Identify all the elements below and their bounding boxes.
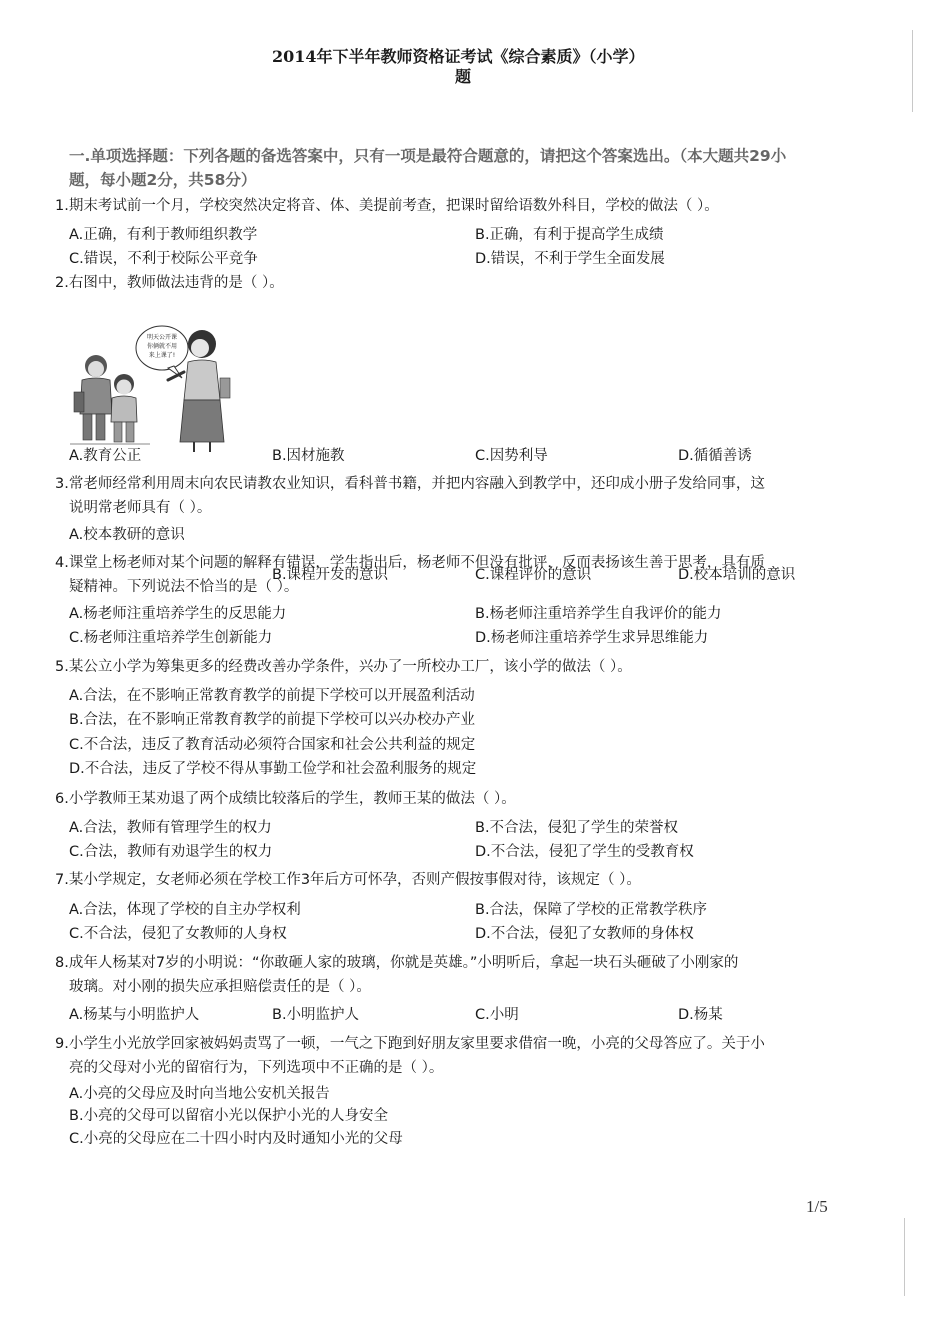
question-9-line1: 9.小学生小光放学回家被妈妈责骂了一顿，一气之下跑到好朋友家里要求借宿一晚，小亮的父母答应了。关于小: [55, 1036, 765, 1052]
page-number: 1/5: [806, 1197, 828, 1216]
q2-option-a: A.教育公正: [69, 448, 142, 464]
q2-option-c: C.因势利导: [475, 448, 548, 464]
q4-option-d: D.杨老师注重培养学生求异思维能力: [475, 630, 709, 646]
q5-option-b: B.合法，在不影响正常教育教学的前提下学校可以兴办校办产业: [69, 712, 476, 728]
q6-option-d: D.不合法，侵犯了学生的受教育权: [475, 844, 694, 860]
q8-option-b: B.小明监护人: [272, 1007, 360, 1023]
question-1-text: 1.期末考试前一个月，学校突然决定将音、体、美提前考查，把课时留给语数外科目，学校的做法（ ）。: [55, 198, 719, 214]
q3-option-b: B.课程开发的意识: [272, 567, 389, 583]
section-heading-line2: 题，每小题2分，共58分）: [69, 171, 257, 189]
q3-option-a: A.校本教研的意识: [69, 527, 185, 543]
q8-option-d: D.杨某: [678, 1007, 723, 1023]
speech-bubble-text: 明天公开课: [146, 334, 178, 341]
q1-option-c: C.错误，不利于校际公平竞争: [69, 251, 258, 267]
scan-edge-line-bottom: [904, 1218, 905, 1296]
q9-option-c: C.小亮的父母应在二十四小时内及时通知小光的父母: [69, 1131, 403, 1147]
question-9-line2: 亮的父母对小光的留宿行为，下列选项中不正确的是（ ）。: [69, 1060, 444, 1076]
question-2-text: 2.右图中，教师做法违背的是（ ）。: [55, 275, 284, 291]
question-4-line1: 4.课堂上杨老师对某个问题的解释有错误，学生指出后，杨老师不但没有批评，反而表扬该生善于思考，具有质: [55, 555, 765, 571]
q2-option-d: D.循循善诱: [678, 448, 752, 464]
q6-option-b: B.不合法，侵犯了学生的荣誉权: [475, 820, 679, 836]
question-4-line2: 疑精神。下列说法不恰当的是（ ）。: [69, 579, 299, 595]
q5-option-a: A.合法，在不影响正常教育教学的前提下学校可以开展盈利活动: [69, 688, 475, 704]
teacher-students-illustration: [70, 322, 240, 454]
scan-edge-line-top: [912, 30, 913, 112]
q5-option-c: C.不合法，违反了教育活动必须符合国家和社会公共利益的规定: [69, 737, 476, 753]
q4-option-a: A.杨老师注重培养学生的反思能力: [69, 606, 287, 622]
section-heading-line1: 一.单项选择题：下列各题的备选答案中，只有一项是最符合题意的，请把这个答案选出。（本大题共29小: [69, 147, 787, 165]
q4-option-c: C.杨老师注重培养学生创新能力: [69, 630, 273, 646]
svg-text:你俩就不用: 你俩就不用: [146, 343, 178, 350]
q5-option-d: D.不合法，违反了学校不得从事勤工俭学和社会盈利服务的规定: [69, 761, 477, 777]
q6-option-a: A.合法，教师有管理学生的权力: [69, 820, 272, 836]
q7-option-b: B.合法，保障了学校的正常教学秩序: [475, 902, 708, 918]
q9-option-b: B.小亮的父母可以留宿小光以保护小光的人身安全: [69, 1108, 389, 1124]
page-title-line2: 题: [455, 67, 472, 86]
q2-option-b: B.因材施教: [272, 448, 345, 464]
q9-option-a: A.小亮的父母应及时向当地公安机关报告: [69, 1086, 330, 1102]
q8-option-c: C.小明: [475, 1007, 519, 1023]
q8-option-a: A.杨某与小明监护人: [69, 1007, 200, 1023]
question-8-line1: 8.成年人杨某对7岁的小明说：“你敢砸人家的玻璃，你就是英雄。”小明听后，拿起一块石头砸破了小刚家的: [55, 955, 739, 971]
question-5-text: 5.某公立小学为筹集更多的经费改善办学条件，兴办了一所校办工厂，该小学的做法（ ）。: [55, 659, 632, 675]
question-7-text: 7.某小学规定，女老师必须在学校工作3年后方可怀孕，否则产假按事假对待，该规定（ ）。: [55, 872, 641, 888]
q6-option-c: C.合法，教师有劝退学生的权力: [69, 844, 273, 860]
q1-option-a: A.正确，有利于教师组织教学: [69, 227, 258, 243]
q3-option-c: C.课程评价的意识: [475, 567, 592, 583]
question-8-line2: 玻璃。对小刚的损失应承担赔偿责任的是（ ）。: [69, 979, 371, 995]
question-3-line1: 3.常老师经常利用周末向农民请教农业知识，看科普书籍，并把内容融入到教学中，还印成小册子发给同事，这: [55, 476, 765, 492]
q7-option-d: D.不合法，侵犯了女教师的身体权: [475, 926, 694, 942]
svg-text:来上课了!: 来上课了!: [148, 352, 176, 359]
q3-option-d: D.校本培训的意识: [678, 567, 796, 583]
question-3-line2: 说明常老师具有（ ）。: [69, 500, 212, 516]
q1-option-b: B.正确，有利于提高学生成绩: [475, 227, 664, 243]
q1-option-d: D.错误，不利于学生全面发展: [475, 251, 665, 267]
q7-option-a: A.合法，体现了学校的自主办学权利: [69, 902, 301, 918]
q4-option-b: B.杨老师注重培养学生自我评价的能力: [475, 606, 722, 622]
page-title-line1: 2014年下半年教师资格证考试《综合素质》（小学）: [272, 47, 645, 66]
q7-option-c: C.不合法，侵犯了女教师的人身权: [69, 926, 287, 942]
question-6-text: 6.小学教师王某劝退了两个成绩比较落后的学生，教师王某的做法（ ）。: [55, 791, 516, 807]
